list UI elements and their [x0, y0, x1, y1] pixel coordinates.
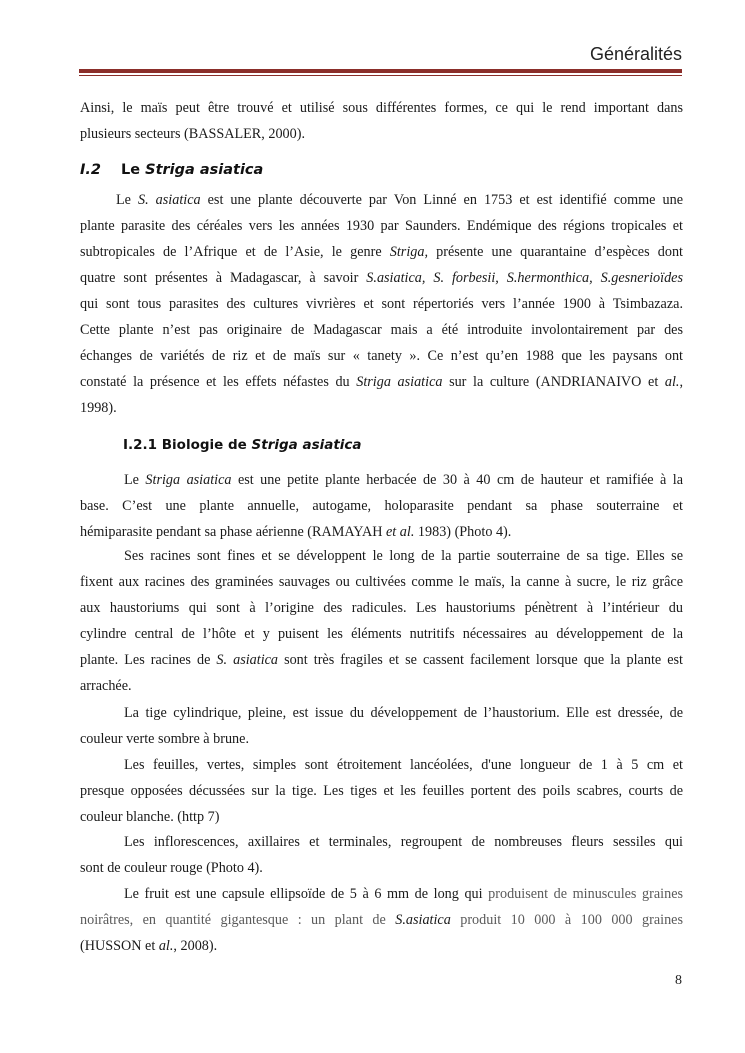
running-header-title: Généralités [589, 44, 682, 64]
paragraph-6 [80, 829, 683, 881]
text-line: fixent aux racines des graminées sauvages ou cultivées comme le maïs, la canne à sucre, le riz grâce [80, 574, 683, 590]
paragraph-2 [80, 467, 683, 545]
text-line: échanges de variétés de riz et de maïs sur « tanety ». Ce n’est qu’en 1988 que les paysans ont [80, 348, 683, 364]
text-line: Ses racines sont fines et se développent le long de la partie souterraine de sa tige. Elles se [124, 548, 683, 564]
text-line: subtropicales de l’Afrique et de l’Asie, le genre Striga, présente une quarantaine d’espèces dont [80, 244, 683, 260]
section-heading [80, 162, 263, 178]
section-title-prefix: Le [121, 162, 141, 178]
text-line: couleur blanche. (http 7) [80, 809, 220, 825]
text-line: Ainsi, le maïs peut être trouvé et utilisé sous différentes formes, ce qui le rend important dans [80, 100, 683, 116]
text-line: quatre sont présentes à Madagascar, à savoir S.asiatica, S. forbesii, S.hermonthica, S.gesnerioïdes [80, 270, 683, 286]
section-number: I.2 [80, 162, 101, 178]
text-line: Le fruit est une capsule ellipsoïde de 5 à 6 mm de long qui produisent de minuscules graines [124, 886, 684, 902]
page-number: 8 [675, 973, 682, 988]
intro-paragraph [80, 95, 683, 147]
text-line: noirâtres, en quantité gigantesque : un plant de S.asiatica produit 10 000 à 100 000 graines [80, 912, 684, 928]
paragraph-1 [80, 187, 683, 421]
text-line: aux haustoriums qui sont à l’origine des radicules. Les haustoriums pénètrent à l’intérieur du [80, 600, 683, 616]
text-line: La tige cylindrique, pleine, est issue du développement de l’haustorium. Elle est dressée, de [124, 705, 683, 721]
paragraph-4 [80, 700, 683, 752]
paragraph-3 [80, 543, 683, 699]
text-line: sont de couleur rouge (Photo 4). [80, 860, 263, 876]
section-title-italic: Striga asiatica [145, 162, 264, 178]
subsection-title-italic: Striga asiatica [251, 437, 362, 453]
text-line: plante. Les racines de S. asiatica sont très fragiles et se cassent facilement lorsque que la plante est [80, 652, 683, 668]
text-line: (HUSSON et al., 2008). [80, 938, 218, 954]
subsection-title-prefix: I.2.1 Biologie de [123, 437, 247, 453]
text-line: qui sont tous parasites des cultures vivrières et sont répertoriés vers l’année 1900 à Tsimbazaza. [80, 296, 683, 312]
text-line: hémiparasite pendant sa phase aérienne (RAMAYAH et al. 1983) (Photo 4). [80, 524, 512, 540]
text-line: presque opposées décussées sur la tige. Les tiges et les feuilles portent des poils scabres, courts de [80, 783, 683, 799]
text-line: plante parasite des céréales vers les années 1930 par Saunders. Endémique des régions tropicales et [80, 218, 683, 234]
subsection-heading [123, 437, 362, 453]
text-line: Le S. asiatica est une plante découverte par Von Linné en 1753 et est identifié comme une [116, 192, 683, 208]
paragraph-7 [80, 881, 683, 959]
text-line: couleur verte sombre à brune. [80, 731, 249, 747]
text-line: Le Striga asiatica est une petite plante herbacée de 30 à 40 cm de hauteur et ramifiée à la [124, 472, 683, 488]
text-line: arrachée. [80, 678, 132, 694]
header-rule-thin [79, 75, 682, 76]
text-line: Cette plante n’est pas originaire de Madagascar mais a été introduite involontairement par des [80, 322, 683, 338]
text-line: base. C’est une plante annuelle, autogame, holoparasite pendant sa phase souterraine et [80, 498, 683, 514]
text-line: Les inflorescences, axillaires et terminales, regroupent de nombreuses fleurs sessiles qui [124, 834, 683, 850]
paragraph-5 [80, 752, 683, 830]
text-line: 1998). [80, 400, 117, 416]
text-line: cylindre central de l’hôte et y puisent les éléments nutritifs nécessaires au développement de la [80, 626, 683, 642]
text-line: constaté la présence et les effets néfastes du Striga asiatica sur la culture (ANDRIANAIVO et al., [80, 374, 683, 390]
text-line: plusieurs secteurs (BASSALER, 2000). [80, 126, 306, 142]
header-rule-thick [79, 69, 682, 73]
text-line: Les feuilles, vertes, simples sont étroitement lancéolées, d'une longueur de 1 à 5 cm et [124, 757, 683, 773]
